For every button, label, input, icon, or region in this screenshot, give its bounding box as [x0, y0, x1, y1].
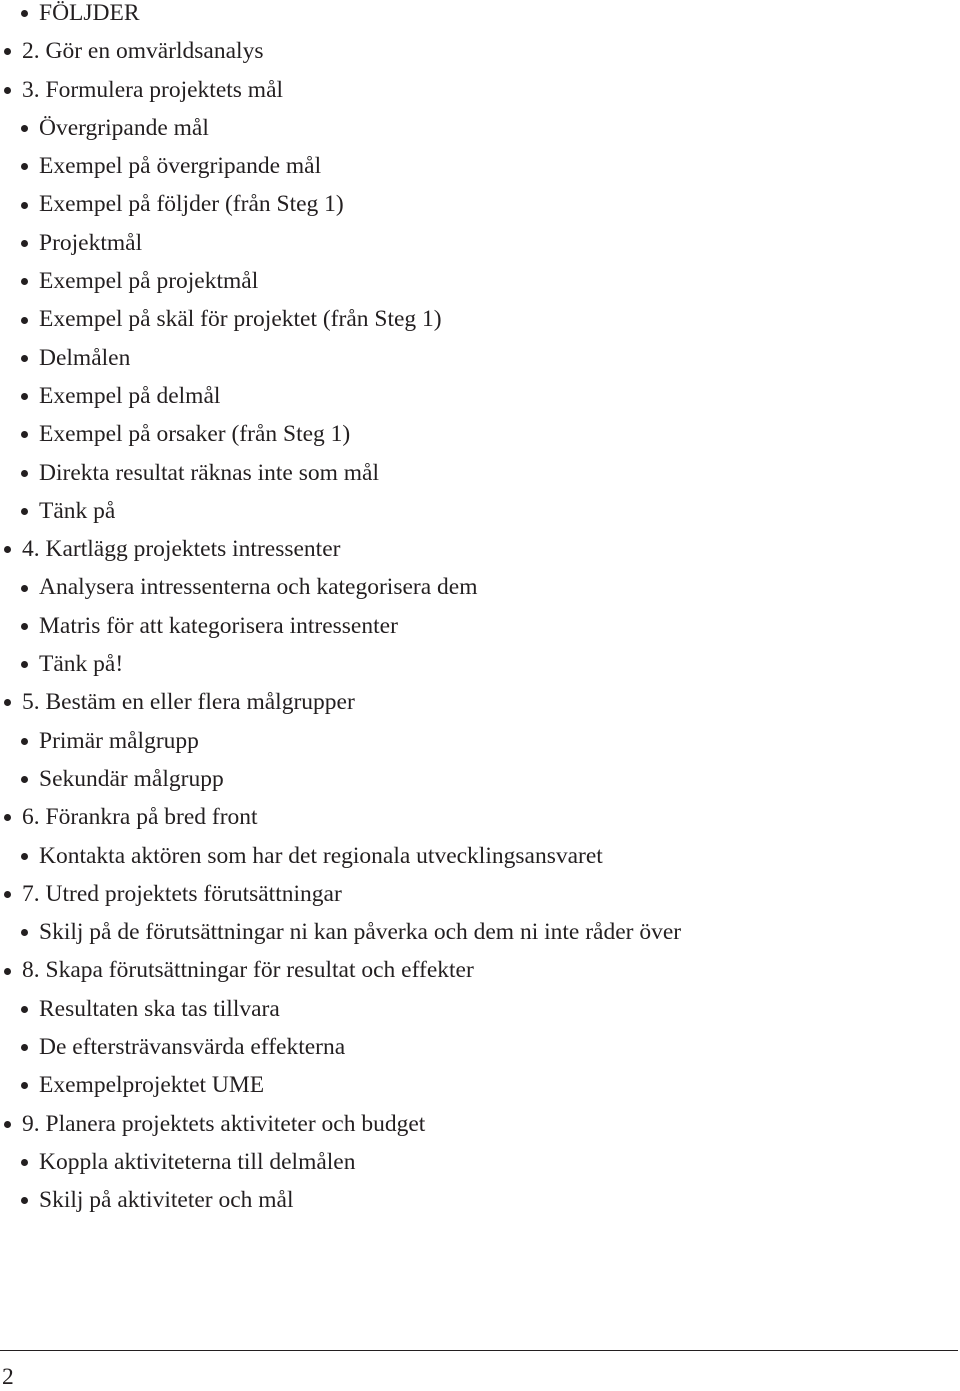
toc-subitem: [0, 300, 940, 338]
toc-item-label: Tänk på: [39, 497, 116, 524]
bullet-icon: [21, 853, 28, 860]
toc-section-item: [0, 798, 940, 836]
toc-subitem: [0, 568, 940, 606]
bullet-icon: [4, 48, 11, 55]
bullet-icon: [21, 355, 28, 362]
toc-item-label: Primär målgrupp: [39, 727, 199, 754]
toc-item-label: Exempel på delmål: [39, 382, 221, 409]
toc-item-label: Exempelprojektet UME: [39, 1072, 265, 1099]
bullet-icon: [21, 202, 28, 209]
toc-item-label: Exempel på orsaker (från Steg 1): [39, 421, 351, 448]
toc-item-label: Exempel på projektmål: [39, 268, 259, 295]
toc-subitem: [0, 1066, 940, 1104]
toc-subitem: [0, 607, 940, 645]
bullet-icon: [21, 1197, 28, 1204]
bullet-icon: [21, 393, 28, 400]
toc-subitem: [0, 377, 940, 415]
toc-item-label: Exempel på övergripande mål: [39, 153, 322, 180]
bullet-icon: [4, 546, 11, 553]
toc-subitem: [0, 0, 940, 32]
toc-subitem: [0, 760, 940, 798]
toc-item-label: Tänk på!: [39, 651, 124, 678]
bullet-icon: [21, 240, 28, 247]
toc-section-item: [0, 32, 940, 70]
bullet-icon: [21, 585, 28, 592]
toc-subitem: [0, 1181, 940, 1219]
toc-subitem: [0, 339, 940, 377]
bullet-icon: [21, 1044, 28, 1051]
bullet-icon: [21, 470, 28, 477]
toc-item-label: Koppla aktiviteterna till delmålen: [39, 1148, 356, 1175]
toc-item-label: Skilj på aktiviteter och mål: [39, 1187, 294, 1214]
toc-item-label: Matris för att kategorisera intressenter: [39, 612, 398, 639]
toc-subitem: [0, 415, 940, 453]
footer-divider: [0, 1350, 958, 1351]
bullet-icon: [21, 163, 28, 170]
toc-section-item: [0, 71, 940, 109]
toc-item-label: 3. Formulera projektets mål: [22, 76, 284, 103]
toc-subitem: [0, 262, 940, 300]
bullet-icon: [21, 929, 28, 936]
bullet-icon: [21, 1082, 28, 1089]
toc-subitem: [0, 837, 940, 875]
bullet-icon: [21, 125, 28, 132]
toc-section-item: [0, 530, 940, 568]
toc-subitem: [0, 147, 940, 185]
bullet-icon: [21, 431, 28, 438]
toc-subitem: [0, 913, 940, 951]
toc-item-label: 8. Skapa förutsättningar för resultat och effekter: [22, 957, 474, 984]
bullet-icon: [4, 891, 11, 898]
bullet-icon: [21, 317, 28, 324]
bullet-icon: [21, 508, 28, 515]
toc-item-label: Kontakta aktören som har det regionala utvecklingsansvaret: [39, 842, 603, 869]
toc-item-label: Projektmål: [39, 229, 143, 256]
toc-subitem: [0, 454, 940, 492]
toc-section-item: [0, 1105, 940, 1143]
toc-subitem: [0, 224, 940, 262]
bullet-icon: [4, 699, 11, 706]
toc-item-label: De eftersträvansvärda effekterna: [39, 1034, 346, 1061]
toc-item-label: Exempel på skäl för projektet (från Steg 1): [39, 306, 442, 333]
toc-item-label: FÖLJDER: [39, 0, 140, 26]
toc-section-item: [0, 683, 940, 721]
bullet-icon: [21, 776, 28, 783]
toc-section-item: [0, 951, 940, 989]
bullet-icon: [21, 1006, 28, 1013]
bullet-icon: [21, 10, 28, 17]
toc-subitem: [0, 109, 940, 147]
bullet-icon: [4, 1121, 11, 1128]
page-number: 2: [2, 1364, 14, 1390]
bullet-icon: [4, 968, 11, 975]
toc-item-label: Resultaten ska tas tillvara: [39, 995, 280, 1022]
toc-item-label: 6. Förankra på bred front: [22, 804, 258, 831]
bullet-icon: [4, 814, 11, 821]
toc-subitem: [0, 722, 940, 760]
toc-item-label: 2. Gör en omvärldsanalys: [22, 38, 264, 65]
toc-subitem: [0, 645, 940, 683]
toc-subitem: [0, 990, 940, 1028]
toc-item-label: Skilj på de förutsättningar ni kan påverka och dem ni inte råder över: [39, 919, 682, 946]
toc-item-label: 7. Utred projektets förutsättningar: [22, 880, 342, 907]
toc-subitem: [0, 1143, 940, 1181]
toc-subitem: [0, 492, 940, 530]
toc-item-label: 9. Planera projektets aktiviteter och budget: [22, 1110, 426, 1137]
toc-item-label: 4. Kartlägg projektets intressenter: [22, 536, 341, 563]
toc-subitem: [0, 1028, 940, 1066]
bullet-icon: [21, 623, 28, 630]
bullet-icon: [21, 278, 28, 285]
bullet-icon: [21, 661, 28, 668]
toc-item-label: Delmålen: [39, 344, 131, 371]
bullet-icon: [4, 87, 11, 94]
toc-subitem: [0, 185, 940, 223]
toc-item-label: Övergripande mål: [39, 114, 209, 141]
bullet-icon: [21, 738, 28, 745]
toc-item-label: 5. Bestäm en eller flera målgrupper: [22, 689, 355, 716]
toc-item-label: Direkta resultat räknas inte som mål: [39, 459, 379, 486]
toc-item-label: Analysera intressenterna och kategorisera dem: [39, 574, 478, 601]
toc-item-label: Sekundär målgrupp: [39, 765, 224, 792]
bullet-icon: [21, 1159, 28, 1166]
toc-section-item: [0, 875, 940, 913]
toc-item-label: Exempel på följder (från Steg 1): [39, 191, 344, 218]
